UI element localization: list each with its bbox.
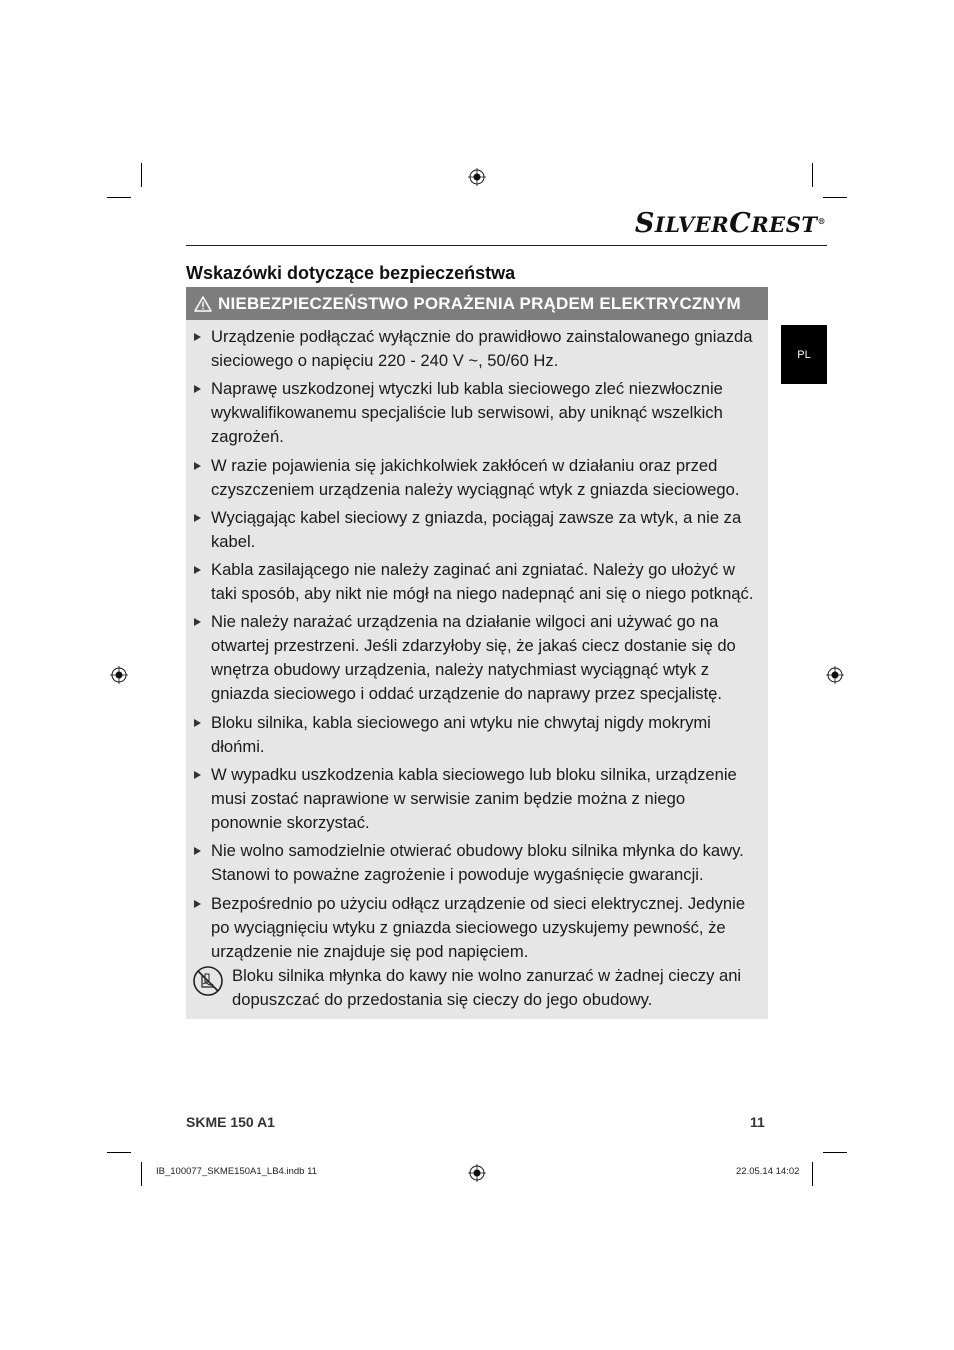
bullet-arrow-icon	[194, 900, 201, 908]
footer-model: SKME 150 A1	[186, 1114, 275, 1130]
language-tab: PL	[781, 325, 827, 384]
crop-mark	[141, 1162, 142, 1186]
list-item: Kabla zasilającego nie należy zaginać ani zgniatać. Należy go ułożyć w taki sposób, aby nikt nie mógł na niego nadepnąć ani się o niego potknąć.	[186, 558, 768, 606]
crop-mark	[823, 1152, 847, 1153]
list-item: Bezpośrednio po użyciu odłącz urządzenie od sieci elektrycznej. Jedynie po wyciągnięciu wtyku z gniazda sieciowego uzyskujemy pewność, że urządzenie nie znajduje się pod napięciem.	[186, 892, 768, 964]
crop-mark	[812, 1162, 813, 1186]
list-item: W wypadku uszkodzenia kabla sieciowego lub bloku silnika, urządzenie musi zostać naprawione w serwisie zanim będzie można z niego ponownie skorzystać.	[186, 763, 768, 835]
list-item: Nie należy narażać urządzenia na działanie wilgoci ani używać go na otwartej przestrzeni. Jeśli zdarzyłoby się, że jakaś ciecz dostanie się do wnętrza obudowy urządzenia, należy natychmiast wyciągnąć wtyk z gniazda sieciowego i oddać urządzenie do naprawy przez specjalistę.	[186, 610, 768, 706]
bullet-arrow-icon	[194, 771, 201, 779]
list-item: Bloku silnika, kabla sieciowego ani wtyku nie chwytaj nigdy mokrymi dłońmi.	[186, 711, 768, 759]
registration-mark-icon	[110, 666, 128, 684]
warning-triangle-icon	[194, 296, 212, 312]
immersion-note	[192, 965, 762, 1012]
section-title: Wskazówki dotyczące bezpieczeństwa	[186, 263, 516, 283]
bullet-arrow-icon	[194, 333, 201, 341]
crop-mark	[107, 1152, 131, 1153]
crop-mark	[141, 163, 142, 187]
immersion-note-text: Bloku silnika młynka do kawy nie wolno zanurzać w żadnej cieczy ani dopuszczać do przedostania się cieczy do jego obudowy.	[232, 966, 742, 1009]
safety-list	[186, 325, 768, 968]
bullet-arrow-icon	[194, 385, 201, 393]
list-item: Urządzenie podłączać wyłącznie do prawidłowo zainstalowanego gniazda sieciowego o napięciu 220 - 240 V ~, 50/60 Hz.	[186, 325, 768, 373]
warning-header	[186, 287, 768, 320]
bullet-arrow-icon	[194, 514, 201, 522]
registration-mark-icon	[826, 666, 844, 684]
page-number: 11	[750, 1114, 765, 1130]
no-immersion-icon	[192, 965, 224, 997]
list-item: Nie wolno samodzielnie otwierać obudowy bloku silnika młynka do kawy. Stanowi to poważne zagrożenie i powoduje wygaśnięcie gwarancji.	[186, 839, 768, 887]
registration-mark-icon	[468, 1164, 486, 1182]
crop-mark	[823, 197, 847, 198]
bullet-arrow-icon	[194, 719, 201, 727]
safety-panel	[186, 287, 768, 1019]
slug-date: 22.05.14 14:02	[736, 1166, 800, 1177]
header-rule	[186, 245, 827, 246]
brand-logo: SILVERCREST®	[634, 208, 826, 239]
list-item: Wyciągając kabel sieciowy z gniazda, pociągaj zawsze za wtyk, a nie za kabel.	[186, 506, 768, 554]
list-item: W razie pojawienia się jakichkolwiek zakłóceń w działaniu oraz przed czyszczeniem urządzenia należy wyciągnąć wtyk z gniazda sieciowego.	[186, 454, 768, 502]
bullet-arrow-icon	[194, 847, 201, 855]
warning-header-text: NIEBEZPIECZEŃSTWO PORAŻENIA PRĄDEM ELEKTRYCZNYM	[218, 293, 741, 313]
crop-mark	[107, 197, 131, 198]
bullet-arrow-icon	[194, 566, 201, 574]
registration-mark-icon	[468, 168, 486, 186]
bullet-arrow-icon	[194, 462, 201, 470]
slug-file: IB_100077_SKME150A1_LB4.indb 11	[156, 1166, 317, 1177]
list-item: Naprawę uszkodzonej wtyczki lub kabla sieciowego zleć niezwłocznie wykwalifikowanemu specjaliście lub serwisowi, aby uniknąć wszelkich zagrożeń.	[186, 377, 768, 449]
crop-mark	[812, 163, 813, 187]
bullet-arrow-icon	[194, 618, 201, 626]
